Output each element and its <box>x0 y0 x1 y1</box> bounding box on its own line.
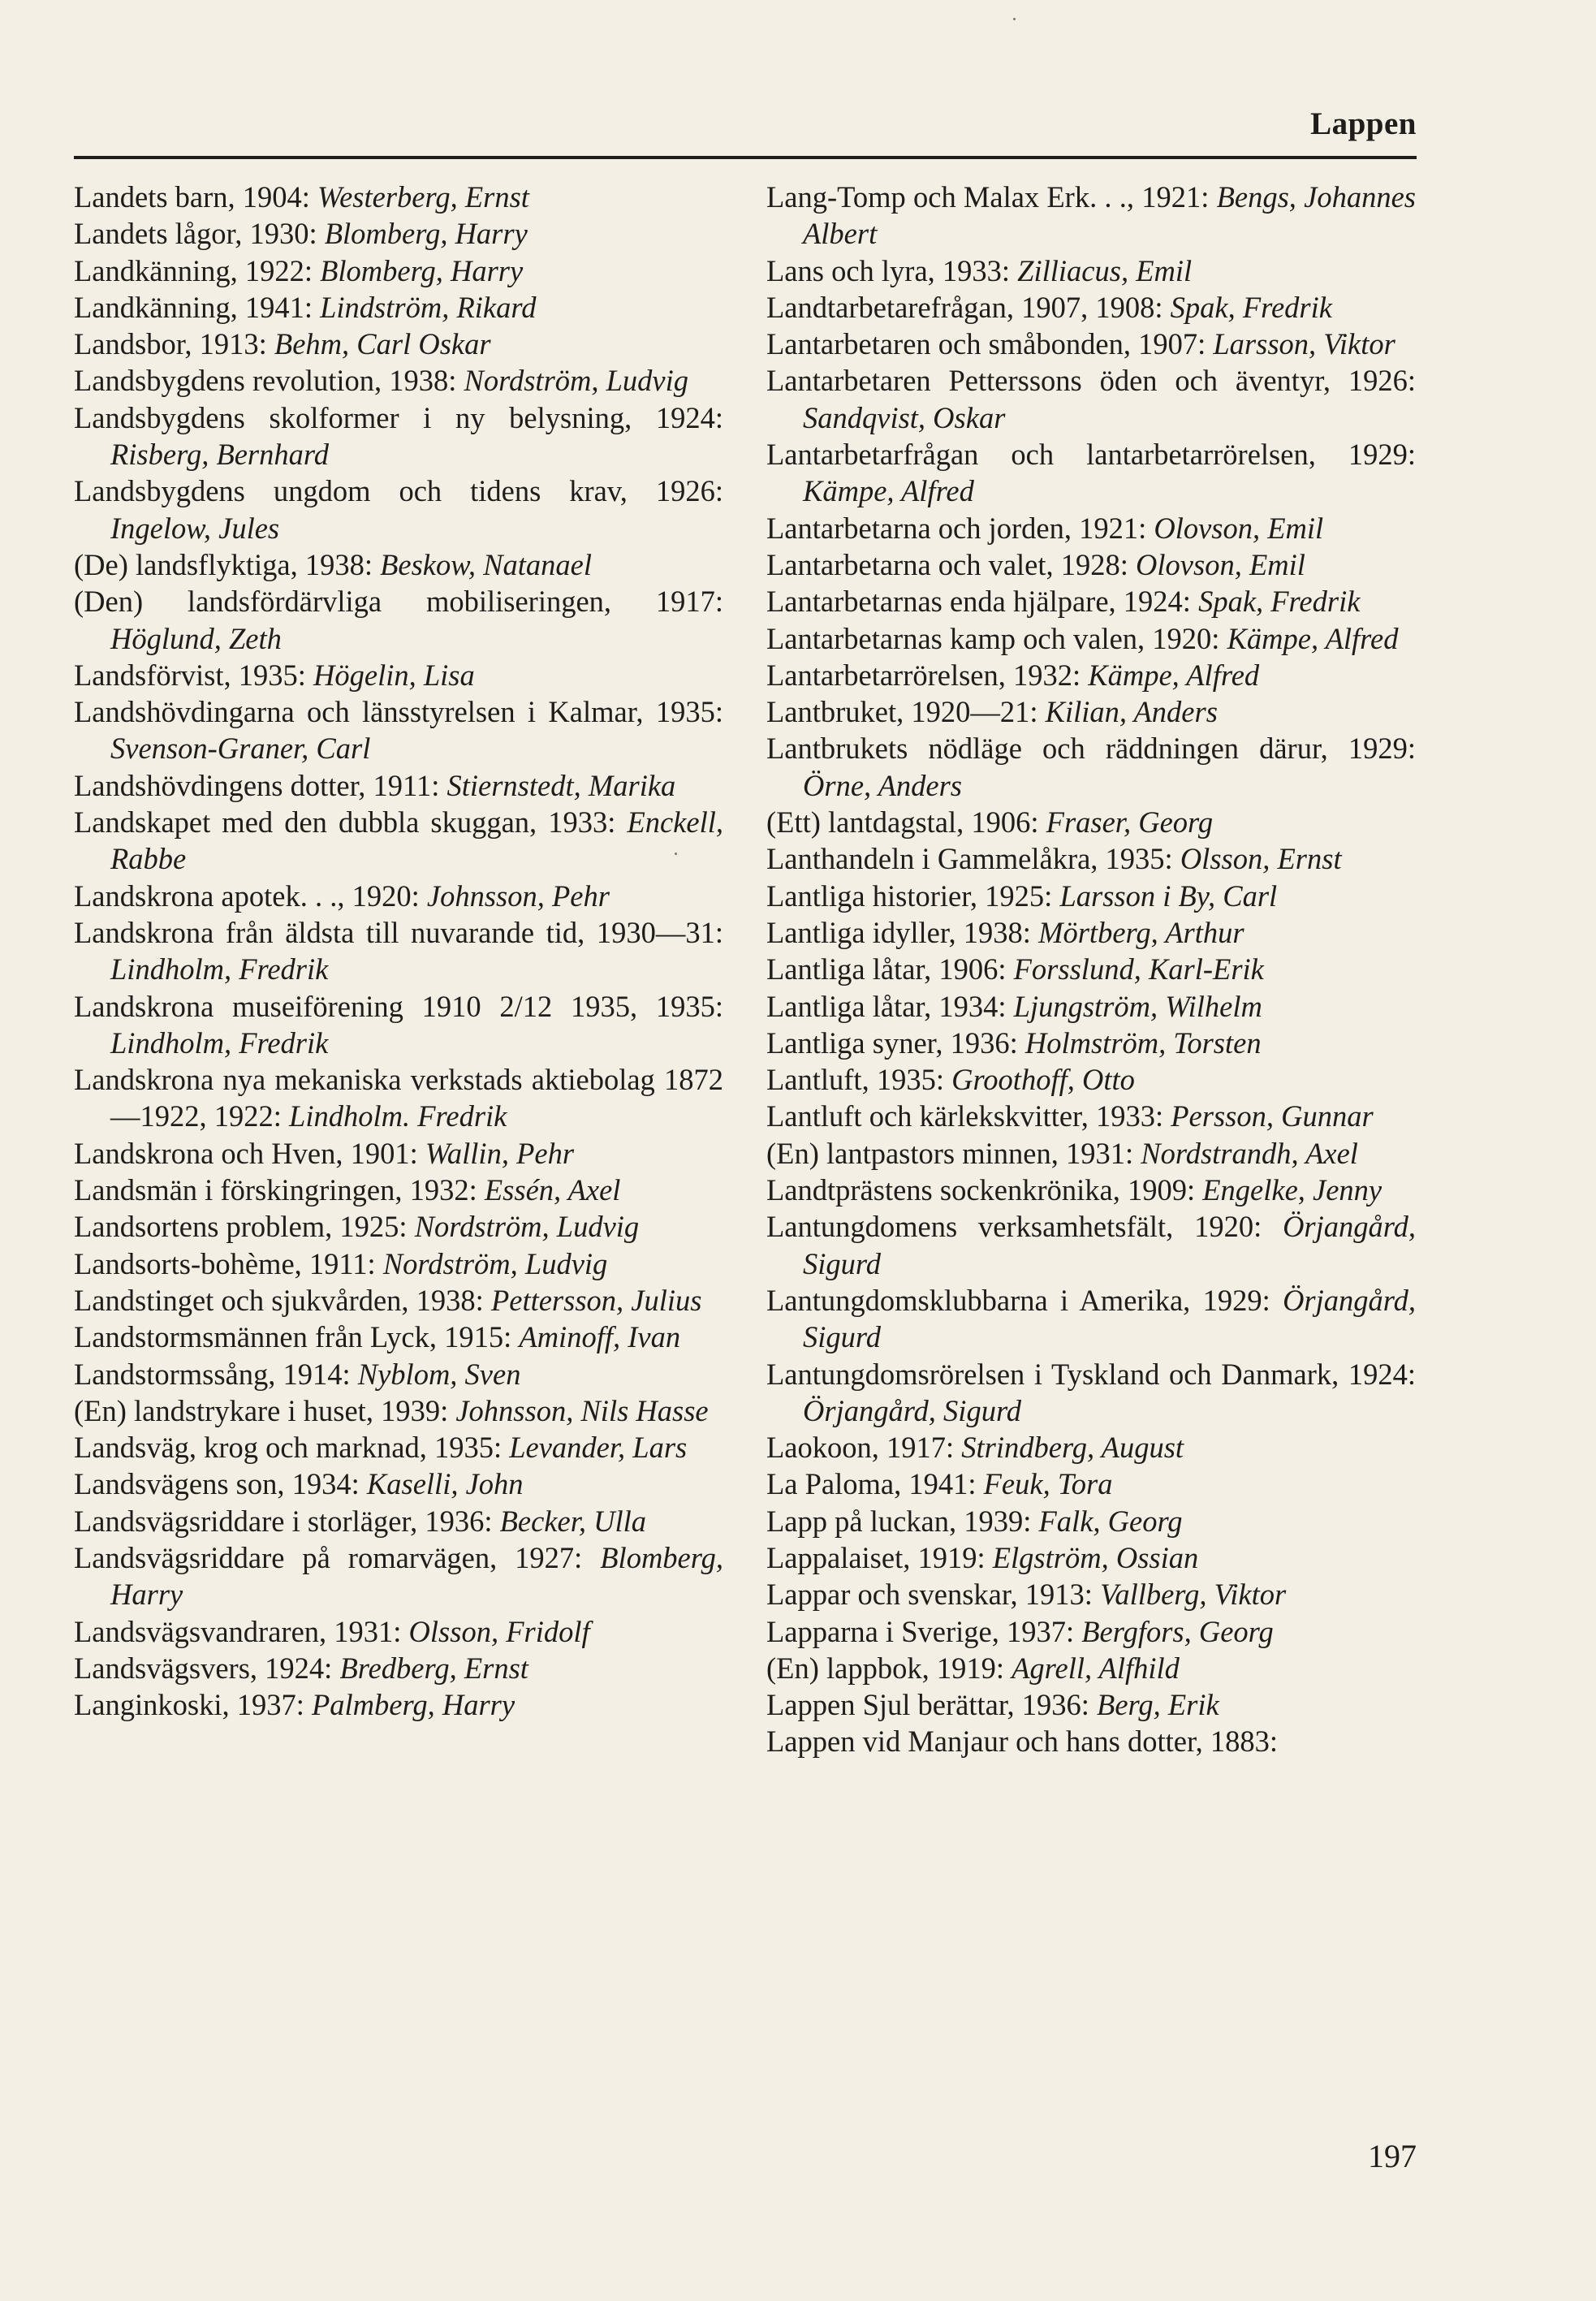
entry-title: Landsväg, krog och marknad, 1935: <box>74 1431 510 1465</box>
entry-author: Örjangård, Sigurd <box>803 1393 1022 1427</box>
entry-title: Landtprästens sockenkrönika, 1909: <box>766 1173 1203 1207</box>
entry-title: Lantungdomens verksamhetsfält, 1920: <box>766 1210 1283 1244</box>
entry-title: Lantarbetarnas kamp och valen, 1920: <box>766 621 1227 655</box>
entry-title: Lantarbetarna och jorden, 1921: <box>766 511 1154 545</box>
index-entry <box>766 1061 1416 1098</box>
entry-author: Falk, Georg <box>1038 1504 1183 1538</box>
entry-author: Palmberg, Harry <box>312 1688 515 1722</box>
index-entry <box>74 1503 723 1539</box>
entry-author: Johnsson, Pehr <box>426 879 610 913</box>
entry-title: Lantungdomsklubbarna i Amerika, 1929: <box>766 1283 1283 1317</box>
entry-title: Lantliga låtar, 1934: <box>766 989 1014 1023</box>
entry-title: Lapparna i Sverige, 1937: <box>766 1614 1082 1648</box>
entry-title: Landkänning, 1941: <box>74 290 321 324</box>
entry-author: Agrell, Alfhild <box>1012 1651 1180 1685</box>
entry-title: Landets lågor, 1930: <box>74 217 325 251</box>
running-header: Lappen <box>1310 106 1417 141</box>
index-entry <box>766 1282 1416 1356</box>
index-entry <box>766 1650 1416 1686</box>
entry-title: Lang-Tomp och Malax Erk. . ., 1921: <box>766 180 1217 214</box>
entry-title: Lantluft, 1935: <box>766 1063 952 1097</box>
page-number: 197 <box>1368 2138 1417 2174</box>
entry-author: Zilliacus, Emil <box>1017 253 1193 287</box>
entry-title: Landsförvist, 1935: <box>74 658 314 692</box>
entry-author: Aminoff, Ivan <box>519 1320 681 1354</box>
index-entry <box>766 510 1416 546</box>
index-entry <box>766 1576 1416 1612</box>
entry-author: Nyblom, Sven <box>357 1357 521 1391</box>
entry-title: Landtarbetarefrågan, 1907, 1908: <box>766 290 1171 324</box>
entry-author: Becker, Ulla <box>499 1504 647 1538</box>
index-entry <box>766 693 1416 730</box>
index-entry <box>74 1650 723 1686</box>
index-entry <box>74 289 723 326</box>
index-entry <box>74 914 723 988</box>
entry-author: Örjangård, Sigurd <box>803 1210 1416 1280</box>
index-entry <box>74 988 723 1062</box>
entry-author: Bergfors, Georg <box>1081 1614 1274 1648</box>
entry-title: Landsvägens son, 1934: <box>74 1467 367 1501</box>
entry-title: Lantliga låtar, 1906: <box>766 952 1014 986</box>
entry-author: Behm, Carl Oskar <box>274 327 491 361</box>
entry-title: Landsvägsvandraren, 1931: <box>74 1614 409 1648</box>
entry-author: Kaselli, John <box>366 1467 524 1501</box>
entry-title: Landsbygdens revolution, 1938: <box>74 364 464 398</box>
entry-title: Landsorts-bohème, 1911: <box>74 1246 383 1280</box>
entry-title: Lappalaiset, 1919: <box>766 1540 993 1574</box>
entry-author: Ljungström, Wilhelm <box>1013 989 1262 1023</box>
entry-author: Berg, Erik <box>1097 1688 1219 1722</box>
entry-author: Beskow, Natanael <box>380 547 592 581</box>
paper-speck <box>1013 18 1016 20</box>
index-entry <box>74 1392 723 1429</box>
entry-author: Nordström, Ludvig <box>382 1246 608 1280</box>
entry-author: Elgström, Ossian <box>992 1540 1199 1574</box>
index-entry <box>74 1686 723 1723</box>
index-entry <box>766 583 1416 620</box>
entry-title: Lantliga idyller, 1938: <box>766 915 1039 949</box>
index-entry <box>766 620 1416 657</box>
index-entry <box>74 1061 723 1135</box>
entry-title: Landstormsmännen från Lyck, 1915: <box>74 1320 520 1354</box>
entry-title: (Ett) lantdagstal, 1906: <box>766 805 1046 840</box>
entry-title: Landsvägsvers, 1924: <box>74 1651 340 1685</box>
entry-title: Lantarbetarfrågan och lantarbetarrörelsen, 1929: <box>766 438 1416 472</box>
entry-title: Landsvägsriddare på romarvägen, 1927: <box>74 1540 601 1574</box>
entry-title: Lantungdomsrörelsen i Tyskland och Danmark, 1924: <box>766 1357 1416 1391</box>
entry-title: Lapp på luckan, 1939: <box>766 1504 1039 1538</box>
entry-author: Olovson, Emil <box>1154 511 1324 545</box>
entry-author: Kämpe, Alfred <box>1088 658 1260 692</box>
index-entry <box>74 1539 723 1613</box>
entry-author: Nordström, Ludvig <box>414 1210 640 1244</box>
entry-title: Lantarbetarrörelsen, 1932: <box>766 658 1089 692</box>
entry-title: Landets barn, 1904: <box>74 180 318 214</box>
index-entry <box>766 289 1416 326</box>
index-entry <box>74 253 723 289</box>
entry-author: Lindholm, Fredrik <box>110 952 329 986</box>
index-entry <box>766 988 1416 1025</box>
entry-author: Bredberg, Ernst <box>339 1651 528 1685</box>
left-column <box>74 179 723 1723</box>
index-entry <box>766 436 1416 510</box>
index-entry <box>766 1613 1416 1650</box>
entry-author: Svenson-Graner, Carl <box>110 732 371 766</box>
index-entry <box>74 1356 723 1392</box>
index-entry <box>766 730 1416 804</box>
index-entry <box>766 1466 1416 1502</box>
entry-title: Lans och lyra, 1933: <box>766 253 1018 287</box>
entry-author: Kilian, Anders <box>1045 695 1218 729</box>
entry-title: Landskrona apotek. . ., 1920: <box>74 879 427 913</box>
entry-title: Langinkoski, 1937: <box>74 1688 312 1722</box>
entry-author: Johnsson, Nils Hasse <box>455 1393 709 1427</box>
entry-title: Lappen vid Manjaur och hans dotter, 1883: <box>766 1725 1279 1759</box>
index-entry <box>766 1356 1416 1430</box>
entry-title: Lantarbetaren och småbonden, 1907: <box>766 327 1214 361</box>
entry-author: Westerberg, Ernst <box>317 180 529 214</box>
entry-author: Örne, Anders <box>803 768 963 802</box>
index-entry <box>766 1723 1416 1759</box>
entry-title: Landkänning, 1922: <box>74 253 321 287</box>
entry-author: Blomberg, Harry <box>320 253 524 287</box>
entry-author: Feuk, Tora <box>983 1467 1113 1501</box>
entry-author: Vallberg, Viktor <box>1100 1578 1287 1612</box>
entry-author: Spak, Fredrik <box>1170 290 1332 324</box>
entry-author: Mörtberg, Arthur <box>1038 915 1244 949</box>
entry-author: Larsson, Viktor <box>1213 327 1395 361</box>
entry-title: Landshövdingarna och länsstyrelsen i Kalmar, 1935: <box>74 695 723 729</box>
entry-title: Lantarbetarnas enda hjälpare, 1924: <box>766 585 1199 619</box>
entry-author: Bengs, Johannes Albert <box>803 180 1417 251</box>
index-entry <box>766 657 1416 693</box>
entry-title: Landsmän i förskingringen, 1932: <box>74 1173 485 1207</box>
entry-author: Sandqvist, Oskar <box>803 400 1006 434</box>
index-entry <box>74 1613 723 1650</box>
entry-author: Höglund, Zeth <box>110 621 282 655</box>
entry-title: Landstormssång, 1914: <box>74 1357 358 1391</box>
index-entry <box>74 1208 723 1245</box>
entry-author: Persson, Gunnar <box>1171 1099 1374 1133</box>
entry-author: Kämpe, Alfred <box>803 474 974 508</box>
index-entry <box>74 326 723 362</box>
entry-author: Strindberg, August <box>961 1431 1184 1465</box>
entry-title: Landsortens problem, 1925: <box>74 1210 415 1244</box>
entry-title: (De) landsflyktiga, 1938: <box>74 547 381 581</box>
entry-author: Wallin, Pehr <box>425 1136 575 1170</box>
entry-title: La Paloma, 1941: <box>766 1467 984 1501</box>
entry-title: Lantliga syner, 1936: <box>766 1025 1025 1060</box>
entry-title: Lantarbetaren Petterssons öden och äventyr, 1926: <box>766 364 1416 398</box>
index-entry <box>766 179 1416 253</box>
index-entry <box>74 1319 723 1355</box>
header-rule <box>74 156 1417 159</box>
index-entry <box>74 215 723 252</box>
entry-author: Larsson i By, Carl <box>1059 879 1278 913</box>
index-entry <box>74 179 723 215</box>
index-entry <box>766 1503 1416 1539</box>
entry-author: Olsson, Ernst <box>1180 842 1342 876</box>
index-entry <box>766 1686 1416 1723</box>
index-entry <box>74 1172 723 1208</box>
entry-author: Groothoff, Otto <box>951 1063 1135 1097</box>
entry-title: (En) landstrykare i huset, 1939: <box>74 1393 456 1427</box>
entry-author: Olovson, Emil <box>1136 547 1305 581</box>
entry-author: Pettersson, Julius <box>490 1283 702 1317</box>
entry-title: Landskrona nya mekaniska verkstads aktiebolag 1872—1922, 1922: <box>74 1063 723 1133</box>
entry-author: Blomberg, Harry <box>110 1540 723 1612</box>
index-entry <box>766 878 1416 914</box>
index-entry <box>74 878 723 914</box>
index-entry <box>766 1098 1416 1134</box>
index-entry <box>766 362 1416 436</box>
entry-author: Lindholm. Fredrik <box>289 1099 507 1133</box>
entry-author: Engelke, Jenny <box>1202 1173 1382 1207</box>
entry-author: Ingelow, Jules <box>110 511 280 545</box>
entry-title: (Den) landsfördärvliga mobiliseringen, 1917: <box>74 585 723 619</box>
entry-title: Landsvägsriddare i storläger, 1936: <box>74 1504 500 1538</box>
index-entry <box>766 253 1416 289</box>
index-entry <box>766 1539 1416 1576</box>
entry-author: Levander, Lars <box>509 1431 688 1465</box>
index-entry <box>74 1282 723 1319</box>
index-entry <box>74 1135 723 1172</box>
index-entry <box>766 1172 1416 1208</box>
entry-title: Laokoon, 1917: <box>766 1431 962 1465</box>
entry-author: Nordström, Ludvig <box>464 364 689 398</box>
index-entry <box>74 1245 723 1282</box>
entry-author: Lindström, Rikard <box>320 290 537 324</box>
index-entry <box>74 399 723 473</box>
index-entry <box>74 473 723 546</box>
index-entry <box>74 1466 723 1502</box>
index-entry <box>766 546 1416 583</box>
entry-author: Holmström, Torsten <box>1024 1025 1262 1060</box>
entry-author: Enckell, Rabbe <box>110 805 723 876</box>
entry-title: Lappar och svenskar, 1913: <box>766 1578 1101 1612</box>
entry-title: Lappen Sjul berättar, 1936: <box>766 1688 1098 1722</box>
entry-title: Landsbygdens skolformer i ny belysning, 1924: <box>74 400 723 434</box>
entry-author: Blomberg, Harry <box>324 217 528 251</box>
index-entry <box>74 693 723 767</box>
entry-author: Nordstrandh, Axel <box>1141 1136 1358 1170</box>
entry-author: Essén, Axel <box>484 1173 621 1207</box>
entry-title: Lantbrukets nödläge och räddningen därur, 1929: <box>766 732 1416 766</box>
entry-title: Landsbor, 1913: <box>74 327 274 361</box>
entry-title: Landstinget och sjukvården, 1938: <box>74 1283 491 1317</box>
entry-author: Örjangård, Sigurd <box>803 1283 1416 1354</box>
index-entry <box>766 1429 1416 1466</box>
entry-title: Lantluft och kärlekskvitter, 1933: <box>766 1099 1171 1133</box>
index-entry <box>766 804 1416 840</box>
entry-author: Olsson, Fridolf <box>408 1614 590 1648</box>
index-entry <box>766 1135 1416 1172</box>
entry-title: Landskrona från äldsta till nuvarande tid, 1930—31: <box>74 915 723 949</box>
right-column <box>766 179 1416 1760</box>
entry-title: Lanthandeln i Gammelåkra, 1935: <box>766 842 1180 876</box>
entry-author: Högelin, Lisa <box>313 658 475 692</box>
index-entry <box>74 804 723 878</box>
entry-author: Forsslund, Karl-Erik <box>1013 952 1264 986</box>
index-entry <box>74 583 723 657</box>
entry-title: Landshövdingens dotter, 1911: <box>74 768 447 802</box>
entry-title: (En) lappbok, 1919: <box>766 1651 1012 1685</box>
entry-title: Landsbygdens ungdom och tidens krav, 1926: <box>74 474 723 508</box>
entry-author: Risberg, Bernhard <box>110 438 329 472</box>
index-entry <box>766 914 1416 951</box>
index-entry <box>766 1025 1416 1061</box>
index-entry <box>766 1208 1416 1282</box>
entry-title: Landskapet med den dubbla skuggan, 1933: <box>74 805 628 840</box>
entry-title: Lantliga historier, 1925: <box>766 879 1060 913</box>
index-entry <box>74 362 723 399</box>
index-entry <box>766 840 1416 877</box>
entry-author: Kämpe, Alfred <box>1227 621 1399 655</box>
entry-title: (En) lantpastors minnen, 1931: <box>766 1136 1141 1170</box>
index-entry <box>74 546 723 583</box>
entry-title: Lantarbetarna och valet, 1928: <box>766 547 1137 581</box>
index-entry <box>766 326 1416 362</box>
entry-title: Landskrona museiförening 1910 2/12 1935, 1935: <box>74 989 723 1023</box>
index-entry <box>74 1429 723 1466</box>
entry-author: Stiernstedt, Marika <box>446 768 676 802</box>
index-entry <box>766 951 1416 987</box>
entry-author: Spak, Fredrik <box>1198 585 1361 619</box>
index-entry <box>74 657 723 693</box>
index-entry <box>74 767 723 804</box>
entry-author: Fraser, Georg <box>1046 805 1214 840</box>
entry-title: Lantbruket, 1920—21: <box>766 695 1046 729</box>
entry-title: Landskrona och Hven, 1901: <box>74 1136 425 1170</box>
entry-author: Lindholm, Fredrik <box>110 1025 329 1060</box>
